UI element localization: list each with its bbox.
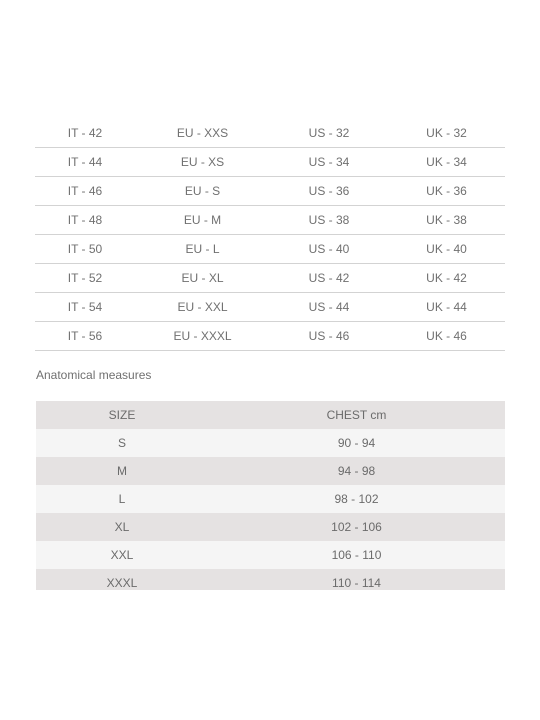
table-row bbox=[35, 177, 505, 206]
table-row bbox=[35, 119, 505, 148]
it-size-cell: IT - 42 bbox=[35, 119, 135, 148]
table-row bbox=[35, 322, 505, 351]
anatomical-measures-title: Anatomical measures bbox=[36, 368, 152, 382]
eu-size-cell: EU - S bbox=[135, 177, 270, 206]
size-conversion-table bbox=[35, 119, 505, 351]
anatomical-measures-table bbox=[36, 401, 505, 590]
it-size-cell: IT - 44 bbox=[35, 148, 135, 177]
it-size-cell: IT - 56 bbox=[35, 322, 135, 351]
chest-cell: 106 - 110 bbox=[331, 548, 382, 562]
table-row bbox=[36, 541, 505, 569]
us-size-cell: US - 44 bbox=[270, 293, 388, 322]
table-row bbox=[36, 513, 505, 541]
us-size-cell: US - 40 bbox=[270, 235, 388, 264]
anatomical-measures-table-container bbox=[36, 401, 505, 590]
chest-cell: 98 - 102 bbox=[334, 492, 379, 506]
us-size-cell: US - 32 bbox=[270, 119, 388, 148]
table-row bbox=[36, 429, 505, 457]
uk-size-cell: UK - 36 bbox=[388, 177, 505, 206]
eu-size-cell: EU - XXS bbox=[135, 119, 270, 148]
eu-size-cell: EU - XS bbox=[135, 148, 270, 177]
table-row bbox=[35, 235, 505, 264]
table-row bbox=[35, 206, 505, 235]
size-column-header: SIZE bbox=[108, 408, 136, 422]
size-cell: XL bbox=[114, 520, 130, 534]
size-cell: XXXL bbox=[106, 576, 138, 590]
chest-cell: 102 - 106 bbox=[331, 520, 382, 534]
table-row bbox=[36, 569, 505, 590]
uk-size-cell: UK - 40 bbox=[388, 235, 505, 264]
size-cell: L bbox=[118, 492, 126, 506]
us-size-cell: US - 42 bbox=[270, 264, 388, 293]
chest-cell: 94 - 98 bbox=[337, 464, 376, 478]
eu-size-cell: EU - L bbox=[135, 235, 270, 264]
size-cell: S bbox=[117, 436, 126, 450]
uk-size-cell: UK - 44 bbox=[388, 293, 505, 322]
it-size-cell: IT - 48 bbox=[35, 206, 135, 235]
chest-column-header: CHEST cm bbox=[326, 408, 387, 422]
it-size-cell: IT - 54 bbox=[35, 293, 135, 322]
table-row bbox=[36, 485, 505, 513]
table-header-row bbox=[36, 401, 505, 429]
us-size-cell: US - 46 bbox=[270, 322, 388, 351]
table-row bbox=[35, 148, 505, 177]
us-size-cell: US - 36 bbox=[270, 177, 388, 206]
table-row bbox=[36, 457, 505, 485]
chest-cell: 90 - 94 bbox=[337, 436, 376, 450]
size-cell: XXL bbox=[110, 548, 134, 562]
table-row bbox=[35, 293, 505, 322]
size-cell: M bbox=[117, 464, 127, 478]
eu-size-cell: EU - XXL bbox=[135, 293, 270, 322]
uk-size-cell: UK - 38 bbox=[388, 206, 505, 235]
eu-size-cell: EU - M bbox=[135, 206, 270, 235]
eu-size-cell: EU - XXXL bbox=[135, 322, 270, 351]
us-size-cell: US - 38 bbox=[270, 206, 388, 235]
us-size-cell: US - 34 bbox=[270, 148, 388, 177]
uk-size-cell: UK - 46 bbox=[388, 322, 505, 351]
uk-size-cell: UK - 34 bbox=[388, 148, 505, 177]
it-size-cell: IT - 50 bbox=[35, 235, 135, 264]
table-row bbox=[35, 264, 505, 293]
it-size-cell: IT - 46 bbox=[35, 177, 135, 206]
uk-size-cell: UK - 32 bbox=[388, 119, 505, 148]
uk-size-cell: UK - 42 bbox=[388, 264, 505, 293]
it-size-cell: IT - 52 bbox=[35, 264, 135, 293]
eu-size-cell: EU - XL bbox=[135, 264, 270, 293]
chest-cell: 110 - 114 bbox=[332, 576, 381, 590]
